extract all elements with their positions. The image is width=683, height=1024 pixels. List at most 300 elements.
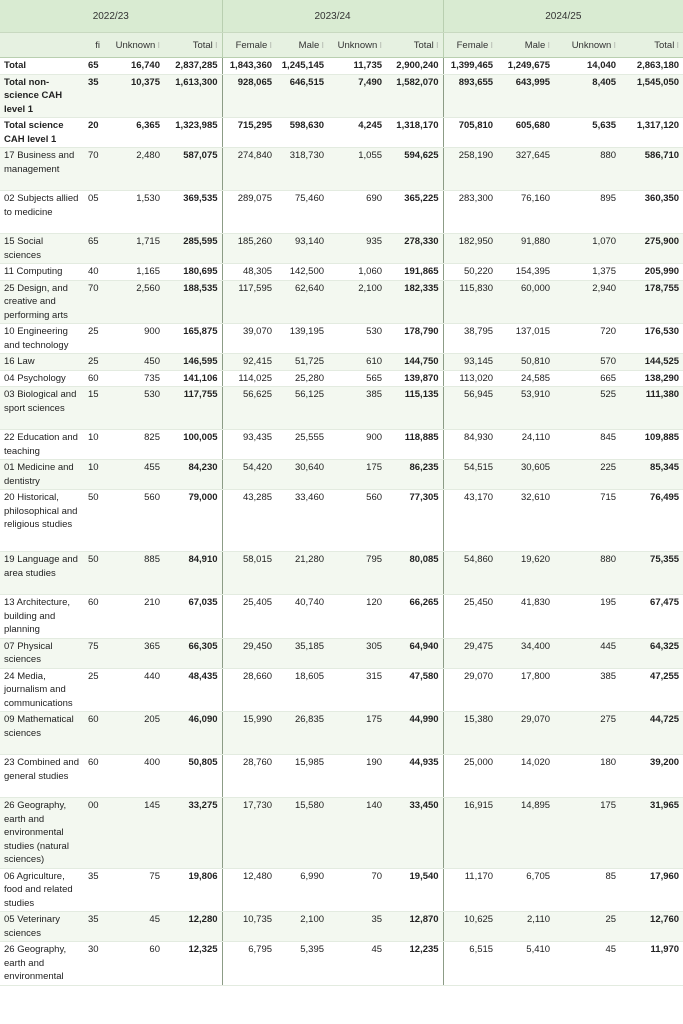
cell-male-2324: 1,245,145 — [276, 58, 328, 75]
year-2024-25: 2024/25 — [443, 0, 683, 33]
cell-female-2425: 15,380 — [443, 712, 497, 755]
cell-male-2425: 154,395 — [497, 264, 554, 281]
row-label: 26 Geography, earth and environmental — [0, 942, 86, 986]
table-row — [0, 552, 683, 595]
cell-female-2324: 12,480 — [222, 868, 276, 912]
cell-unknown-2223: 560 — [104, 490, 164, 552]
row-label: 03 Biological and sport sciences — [0, 387, 86, 430]
col-header-total-2223[interactable]: Total ⁝ — [164, 33, 222, 58]
cell-male-2324: 598,630 — [276, 118, 328, 148]
cell-male-2324: 2,100 — [276, 912, 328, 942]
cell-fi: 20 — [86, 118, 104, 148]
cell-male-2324: 51,725 — [276, 354, 328, 371]
cell-male-2425: 34,400 — [497, 638, 554, 668]
cell-unknown-2425: 14,040 — [554, 58, 620, 75]
cell-unknown-2324: 305 — [328, 638, 386, 668]
cell-total-2324: 139,870 — [386, 370, 443, 387]
cell-female-2425: 258,190 — [443, 148, 497, 191]
cell-male-2324: 62,640 — [276, 280, 328, 324]
cell-male-2425: 32,610 — [497, 490, 554, 552]
cell-male-2425: 14,895 — [497, 798, 554, 869]
table-row — [0, 798, 683, 869]
row-label: Total science CAH level 1 — [0, 118, 86, 148]
cell-female-2425: 11,170 — [443, 868, 497, 912]
cell-total-2324: 77,305 — [386, 490, 443, 552]
cell-total-2324: 115,135 — [386, 387, 443, 430]
cell-total-2425: 138,290 — [620, 370, 683, 387]
cell-unknown-2223: 2,480 — [104, 148, 164, 191]
cell-male-2324: 21,280 — [276, 552, 328, 595]
cell-fi: 60 — [86, 370, 104, 387]
cell-male-2425: 24,110 — [497, 430, 554, 460]
cell-unknown-2324: 120 — [328, 595, 386, 639]
year-2022-23: 2022/23 — [0, 0, 222, 33]
cell-total-2324: 44,935 — [386, 755, 443, 798]
cell-male-2425: 605,680 — [497, 118, 554, 148]
cell-total-2223: 84,230 — [164, 460, 222, 490]
cell-male-2324: 25,555 — [276, 430, 328, 460]
cell-total-2324: 182,335 — [386, 280, 443, 324]
cell-fi: 65 — [86, 58, 104, 75]
cell-total-2425: 111,380 — [620, 387, 683, 430]
cell-total-2425: 11,970 — [620, 942, 683, 986]
cell-unknown-2425: 385 — [554, 668, 620, 712]
cell-unknown-2223: 455 — [104, 460, 164, 490]
cell-unknown-2425: 880 — [554, 552, 620, 595]
cell-female-2324: 29,450 — [222, 638, 276, 668]
cell-male-2425: 50,810 — [497, 354, 554, 371]
cell-total-2324: 191,865 — [386, 264, 443, 281]
cell-unknown-2324: 35 — [328, 912, 386, 942]
cell-female-2425: 115,830 — [443, 280, 497, 324]
table-row — [0, 638, 683, 668]
row-label: 13 Architecture, building and planning — [0, 595, 86, 639]
cell-fi: 65 — [86, 234, 104, 264]
cell-unknown-2324: 565 — [328, 370, 386, 387]
cell-male-2324: 35,185 — [276, 638, 328, 668]
year-header-row — [0, 0, 683, 33]
cell-total-2324: 12,870 — [386, 912, 443, 942]
table-row — [0, 148, 683, 191]
row-label: 06 Agriculture, food and related studies — [0, 868, 86, 912]
col-header-label — [0, 33, 86, 58]
cell-total-2223: 2,837,285 — [164, 58, 222, 75]
cell-female-2324: 15,990 — [222, 712, 276, 755]
cell-unknown-2223: 16,740 — [104, 58, 164, 75]
cell-total-2324: 365,225 — [386, 191, 443, 234]
cell-female-2425: 29,070 — [443, 668, 497, 712]
cell-male-2324: 40,740 — [276, 595, 328, 639]
cell-male-2425: 29,070 — [497, 712, 554, 755]
cell-unknown-2425: 715 — [554, 490, 620, 552]
cell-male-2425: 2,110 — [497, 912, 554, 942]
cell-unknown-2425: 275 — [554, 712, 620, 755]
cell-fi: 50 — [86, 490, 104, 552]
row-label: 20 Historical, philosophical and religious studies — [0, 490, 86, 552]
cell-total-2324: 594,625 — [386, 148, 443, 191]
cell-female-2324: 56,625 — [222, 387, 276, 430]
cell-total-2324: 278,330 — [386, 234, 443, 264]
cell-female-2425: 54,515 — [443, 460, 497, 490]
cell-total-2425: 67,475 — [620, 595, 683, 639]
col-header-unknown-2223[interactable]: Unknown ⁝ — [104, 33, 164, 58]
cell-female-2425: 84,930 — [443, 430, 497, 460]
row-label: 25 Design, and creative and performing arts — [0, 280, 86, 324]
cell-unknown-2223: 735 — [104, 370, 164, 387]
cell-total-2425: 1,545,050 — [620, 74, 683, 118]
cell-female-2324: 6,795 — [222, 942, 276, 986]
cell-total-2425: 47,255 — [620, 668, 683, 712]
cell-total-2425: 176,530 — [620, 324, 683, 354]
cell-female-2425: 29,475 — [443, 638, 497, 668]
cell-unknown-2223: 900 — [104, 324, 164, 354]
cell-unknown-2223: 145 — [104, 798, 164, 869]
cell-male-2324: 25,280 — [276, 370, 328, 387]
cell-total-2324: 144,750 — [386, 354, 443, 371]
cell-unknown-2324: 175 — [328, 460, 386, 490]
cell-male-2324: 33,460 — [276, 490, 328, 552]
cell-unknown-2425: 175 — [554, 798, 620, 869]
cell-total-2223: 369,535 — [164, 191, 222, 234]
row-label: 15 Social sciences — [0, 234, 86, 264]
table-row — [0, 118, 683, 148]
col-header-male-2425[interactable]: Male ⁝ — [497, 33, 554, 58]
cell-total-2324: 33,450 — [386, 798, 443, 869]
cell-female-2425: 93,145 — [443, 354, 497, 371]
cell-unknown-2324: 45 — [328, 942, 386, 986]
cell-total-2223: 12,280 — [164, 912, 222, 942]
cell-male-2425: 76,160 — [497, 191, 554, 234]
cell-unknown-2425: 895 — [554, 191, 620, 234]
cell-unknown-2324: 2,100 — [328, 280, 386, 324]
row-label: 10 Engineering and technology — [0, 324, 86, 354]
cell-total-2425: 75,355 — [620, 552, 683, 595]
cell-male-2425: 5,410 — [497, 942, 554, 986]
table-row — [0, 912, 683, 942]
cell-unknown-2223: 60 — [104, 942, 164, 986]
cell-unknown-2223: 6,365 — [104, 118, 164, 148]
cell-total-2223: 165,875 — [164, 324, 222, 354]
cell-male-2425: 137,015 — [497, 324, 554, 354]
cell-unknown-2324: 7,490 — [328, 74, 386, 118]
cell-male-2324: 646,515 — [276, 74, 328, 118]
cell-unknown-2223: 45 — [104, 912, 164, 942]
cell-male-2324: 15,580 — [276, 798, 328, 869]
table-row — [0, 490, 683, 552]
cell-fi: 10 — [86, 460, 104, 490]
row-label: 01 Medicine and dentistry — [0, 460, 86, 490]
cell-unknown-2425: 845 — [554, 430, 620, 460]
cell-unknown-2425: 445 — [554, 638, 620, 668]
cell-total-2425: 85,345 — [620, 460, 683, 490]
cell-total-2223: 50,805 — [164, 755, 222, 798]
table-row — [0, 387, 683, 430]
col-header-unknown-2425[interactable]: Unknown ⁝ — [554, 33, 620, 58]
cell-total-2223: 46,090 — [164, 712, 222, 755]
cell-total-2223: 12,325 — [164, 942, 222, 986]
cell-total-2425: 275,900 — [620, 234, 683, 264]
row-label: 22 Education and teaching — [0, 430, 86, 460]
cell-male-2324: 6,990 — [276, 868, 328, 912]
cell-unknown-2324: 795 — [328, 552, 386, 595]
table-row — [0, 868, 683, 912]
cell-total-2324: 178,790 — [386, 324, 443, 354]
cell-fi: 10 — [86, 430, 104, 460]
cell-total-2425: 205,990 — [620, 264, 683, 281]
col-header-total-2425[interactable]: Total ⁝ — [620, 33, 683, 58]
table-row — [0, 324, 683, 354]
cell-female-2324: 274,840 — [222, 148, 276, 191]
cell-total-2223: 180,695 — [164, 264, 222, 281]
cell-fi: 60 — [86, 595, 104, 639]
cell-total-2324: 47,580 — [386, 668, 443, 712]
cell-male-2324: 15,985 — [276, 755, 328, 798]
cell-male-2324: 93,140 — [276, 234, 328, 264]
table-body — [0, 58, 683, 986]
cell-male-2324: 18,605 — [276, 668, 328, 712]
cell-unknown-2223: 10,375 — [104, 74, 164, 118]
cell-unknown-2324: 4,245 — [328, 118, 386, 148]
cell-unknown-2425: 25 — [554, 912, 620, 942]
table-row — [0, 370, 683, 387]
cell-total-2425: 109,885 — [620, 430, 683, 460]
row-label: Total — [0, 58, 86, 75]
cell-female-2324: 117,595 — [222, 280, 276, 324]
cell-unknown-2425: 195 — [554, 595, 620, 639]
cell-total-2223: 587,075 — [164, 148, 222, 191]
cell-unknown-2324: 70 — [328, 868, 386, 912]
cell-total-2324: 2,900,240 — [386, 58, 443, 75]
cell-total-2425: 39,200 — [620, 755, 683, 798]
cell-total-2223: 1,613,300 — [164, 74, 222, 118]
table-row — [0, 712, 683, 755]
table-row — [0, 460, 683, 490]
cell-female-2425: 283,300 — [443, 191, 497, 234]
cell-unknown-2425: 2,940 — [554, 280, 620, 324]
cell-female-2425: 25,000 — [443, 755, 497, 798]
row-label: 11 Computing — [0, 264, 86, 281]
table-row — [0, 668, 683, 712]
cell-total-2324: 80,085 — [386, 552, 443, 595]
cell-unknown-2425: 225 — [554, 460, 620, 490]
cell-fi: 30 — [86, 942, 104, 986]
cell-total-2425: 144,525 — [620, 354, 683, 371]
cell-total-2223: 66,305 — [164, 638, 222, 668]
cell-total-2324: 1,318,170 — [386, 118, 443, 148]
cell-fi: 70 — [86, 148, 104, 191]
cell-male-2425: 14,020 — [497, 755, 554, 798]
col-header-total-2324[interactable]: Total ⁝ — [386, 33, 443, 58]
cell-unknown-2425: 1,375 — [554, 264, 620, 281]
cell-unknown-2425: 665 — [554, 370, 620, 387]
cell-total-2425: 17,960 — [620, 868, 683, 912]
cell-unknown-2223: 365 — [104, 638, 164, 668]
cell-female-2324: 928,065 — [222, 74, 276, 118]
cell-total-2223: 141,106 — [164, 370, 222, 387]
cell-unknown-2324: 190 — [328, 755, 386, 798]
cell-fi: 05 — [86, 191, 104, 234]
cell-total-2324: 86,235 — [386, 460, 443, 490]
cell-fi: 00 — [86, 798, 104, 869]
cell-fi: 75 — [86, 638, 104, 668]
cell-female-2425: 705,810 — [443, 118, 497, 148]
cell-fi: 35 — [86, 74, 104, 118]
cell-female-2425: 54,860 — [443, 552, 497, 595]
cell-male-2425: 19,620 — [497, 552, 554, 595]
cell-unknown-2324: 11,735 — [328, 58, 386, 75]
cell-total-2223: 146,595 — [164, 354, 222, 371]
cell-female-2425: 182,950 — [443, 234, 497, 264]
cell-female-2324: 1,843,360 — [222, 58, 276, 75]
cell-male-2324: 5,395 — [276, 942, 328, 986]
row-label: 16 Law — [0, 354, 86, 371]
cell-male-2425: 24,585 — [497, 370, 554, 387]
cell-female-2324: 17,730 — [222, 798, 276, 869]
cell-total-2223: 285,595 — [164, 234, 222, 264]
cell-fi: 25 — [86, 324, 104, 354]
cell-unknown-2324: 175 — [328, 712, 386, 755]
cell-male-2425: 17,800 — [497, 668, 554, 712]
cell-female-2425: 25,450 — [443, 595, 497, 639]
cell-fi: 35 — [86, 868, 104, 912]
cell-female-2425: 56,945 — [443, 387, 497, 430]
cell-male-2425: 91,880 — [497, 234, 554, 264]
cell-unknown-2425: 880 — [554, 148, 620, 191]
cell-unknown-2425: 85 — [554, 868, 620, 912]
table-row — [0, 595, 683, 639]
cell-female-2324: 10,735 — [222, 912, 276, 942]
cell-total-2425: 360,350 — [620, 191, 683, 234]
cell-unknown-2425: 525 — [554, 387, 620, 430]
table-row — [0, 755, 683, 798]
cell-total-2223: 33,275 — [164, 798, 222, 869]
cell-female-2425: 6,515 — [443, 942, 497, 986]
cell-total-2324: 12,235 — [386, 942, 443, 986]
cell-female-2324: 114,025 — [222, 370, 276, 387]
cell-unknown-2223: 400 — [104, 755, 164, 798]
row-label: 23 Combined and general studies — [0, 755, 86, 798]
cell-fi: 60 — [86, 712, 104, 755]
cell-male-2324: 75,460 — [276, 191, 328, 234]
cell-unknown-2425: 45 — [554, 942, 620, 986]
cell-unknown-2425: 8,405 — [554, 74, 620, 118]
cell-female-2324: 43,285 — [222, 490, 276, 552]
cell-female-2324: 39,070 — [222, 324, 276, 354]
cell-total-2425: 44,725 — [620, 712, 683, 755]
cell-unknown-2324: 385 — [328, 387, 386, 430]
cell-male-2324: 30,640 — [276, 460, 328, 490]
col-header-unknown-2324[interactable]: Unknown ⁝ — [328, 33, 386, 58]
cell-female-2324: 48,305 — [222, 264, 276, 281]
table-row — [0, 280, 683, 324]
cell-male-2425: 30,605 — [497, 460, 554, 490]
cell-female-2425: 38,795 — [443, 324, 497, 354]
cell-female-2324: 93,435 — [222, 430, 276, 460]
cell-female-2425: 43,170 — [443, 490, 497, 552]
cell-unknown-2324: 610 — [328, 354, 386, 371]
cell-fi: 40 — [86, 264, 104, 281]
cell-unknown-2425: 720 — [554, 324, 620, 354]
cell-total-2324: 1,582,070 — [386, 74, 443, 118]
cell-female-2324: 92,415 — [222, 354, 276, 371]
table-row — [0, 234, 683, 264]
cell-total-2223: 1,323,985 — [164, 118, 222, 148]
cell-unknown-2223: 205 — [104, 712, 164, 755]
cell-male-2425: 643,995 — [497, 74, 554, 118]
cell-unknown-2223: 530 — [104, 387, 164, 430]
cell-unknown-2324: 935 — [328, 234, 386, 264]
cell-male-2324: 318,730 — [276, 148, 328, 191]
cell-unknown-2223: 1,530 — [104, 191, 164, 234]
row-label: 05 Veterinary sciences — [0, 912, 86, 942]
cell-total-2324: 64,940 — [386, 638, 443, 668]
col-header-male-2324[interactable]: Male ⁝ — [276, 33, 328, 58]
cell-female-2324: 28,760 — [222, 755, 276, 798]
col-header-female-2324[interactable]: Female ⁝ — [222, 33, 276, 58]
table-row — [0, 430, 683, 460]
cell-unknown-2223: 210 — [104, 595, 164, 639]
cell-unknown-2324: 1,055 — [328, 148, 386, 191]
cell-unknown-2223: 2,560 — [104, 280, 164, 324]
cell-total-2425: 31,965 — [620, 798, 683, 869]
cell-unknown-2324: 315 — [328, 668, 386, 712]
column-header-row — [0, 33, 683, 58]
cell-unknown-2223: 440 — [104, 668, 164, 712]
cell-fi: 50 — [86, 552, 104, 595]
cell-male-2425: 327,645 — [497, 148, 554, 191]
cell-total-2223: 84,910 — [164, 552, 222, 595]
cell-total-2324: 19,540 — [386, 868, 443, 912]
cell-unknown-2425: 570 — [554, 354, 620, 371]
cell-total-2324: 118,885 — [386, 430, 443, 460]
table-row — [0, 58, 683, 75]
cell-female-2324: 715,295 — [222, 118, 276, 148]
cell-unknown-2324: 1,060 — [328, 264, 386, 281]
row-label: 09 Mathematical sciences — [0, 712, 86, 755]
cell-male-2324: 26,835 — [276, 712, 328, 755]
cell-unknown-2223: 75 — [104, 868, 164, 912]
table-row — [0, 264, 683, 281]
cell-female-2425: 1,399,465 — [443, 58, 497, 75]
year-2023-24: 2023/24 — [222, 0, 443, 33]
table-row — [0, 191, 683, 234]
cell-total-2425: 2,863,180 — [620, 58, 683, 75]
cell-female-2425: 16,915 — [443, 798, 497, 869]
cell-unknown-2324: 560 — [328, 490, 386, 552]
cell-male-2425: 41,830 — [497, 595, 554, 639]
cell-unknown-2324: 140 — [328, 798, 386, 869]
col-header-female-2425[interactable]: Female ⁝ — [443, 33, 497, 58]
cell-fi: 15 — [86, 387, 104, 430]
row-label: 02 Subjects allied to medicine — [0, 191, 86, 234]
cell-total-2425: 1,317,120 — [620, 118, 683, 148]
cell-unknown-2223: 1,715 — [104, 234, 164, 264]
cell-fi: 25 — [86, 668, 104, 712]
cell-total-2223: 100,005 — [164, 430, 222, 460]
cell-total-2223: 19,806 — [164, 868, 222, 912]
col-header-partial[interactable]: fi — [86, 33, 104, 58]
row-label: 24 Media, journalism and communications — [0, 668, 86, 712]
table-row — [0, 354, 683, 371]
row-label: 26 Geography, earth and environmental studies (natural sciences) — [0, 798, 86, 869]
cell-unknown-2324: 530 — [328, 324, 386, 354]
cell-female-2425: 50,220 — [443, 264, 497, 281]
cell-total-2324: 44,990 — [386, 712, 443, 755]
table-row — [0, 942, 683, 986]
row-label: Total non-science CAH level 1 — [0, 74, 86, 118]
cell-male-2425: 1,249,675 — [497, 58, 554, 75]
cell-total-2223: 67,035 — [164, 595, 222, 639]
